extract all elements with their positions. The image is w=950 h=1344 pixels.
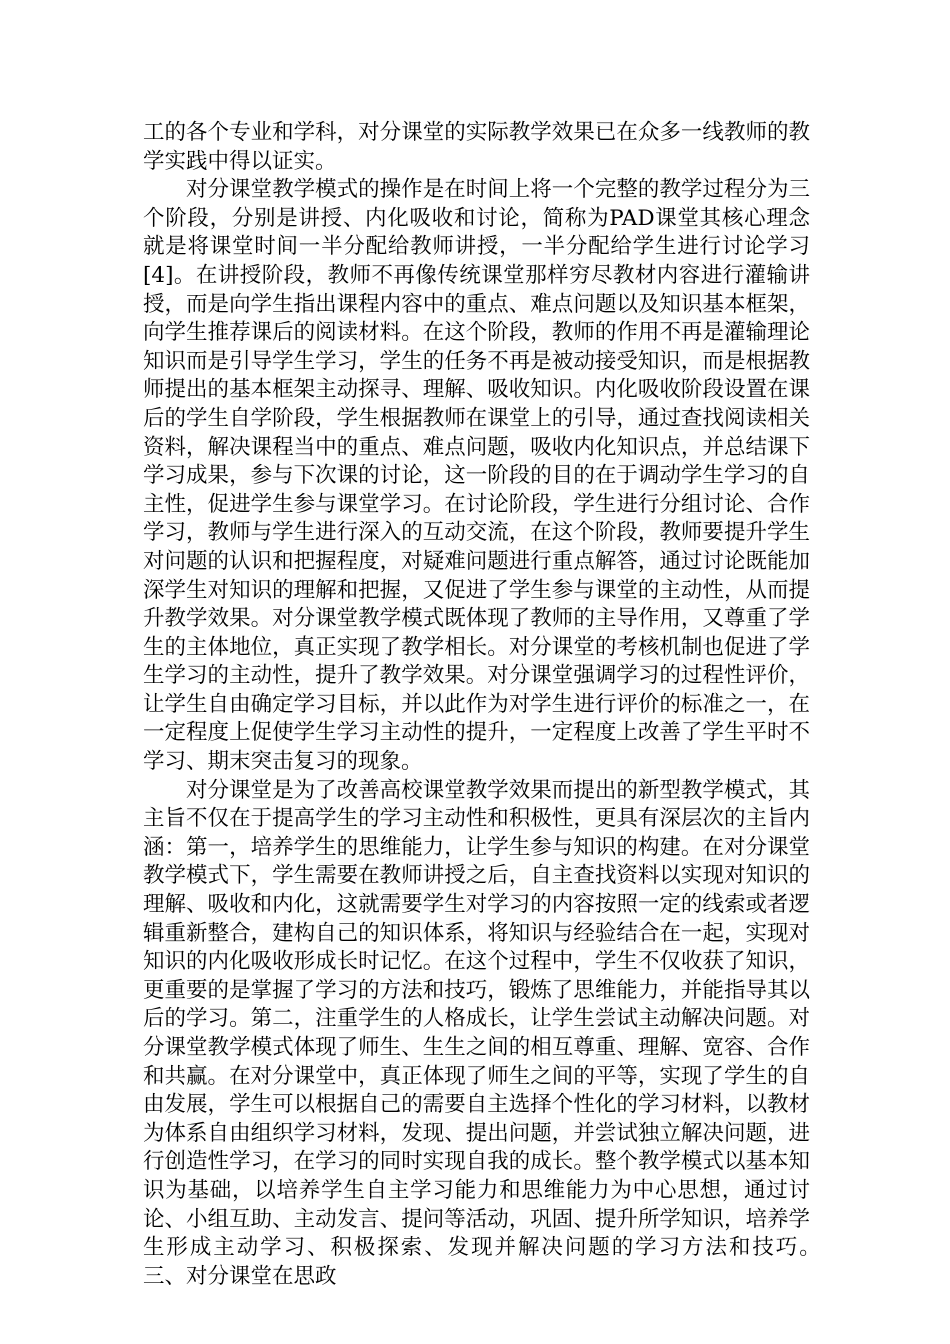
paragraph-model-purpose: 对分课堂是为了改善高校课堂教学效果而提出的新型教学模式，其主旨不仅在于提高学生的学习主动性和积极性，更具有深层次的主旨内涵：第一，培养学生的思维能力，让学生参与知识的构建。在对分课堂教学模式下，学生需要在教师讲授之后，自主查找资料以实现对知识的理解、吸收和内化，这就需要学生对学习的内容按照一定的线索或者逻辑重新整合，建构自己的知识体系，将知识与经验结合在一起，实现对知识的内化吸收形成长时记忆。在这个过程中，学生不仅收获了知识，更重要的是掌握了学习的方法和技巧，锻炼了思维能力，并能指导其以后的学习。第二，注重学生的人格成长，让学生尝试主动解决问题。对分课堂教学模式体现了师生、生生之间的相互尊重、理解、宽容、合作和共赢。在对分课堂中，真正体现了师生之间的平等，实现了学生的自由发展，学生可以根据自己的需要自主选择个性化的学习材料，以教材为体系自由组织学习材料，发现、提出问题，并尝试独立解决问题，进行创造性学习，在学习的同时实现自我的成长。整个教学模式以基本知识为基础，以培养学生自主学习能力和思维能力为中心思想，通过讨论、小组互助、主动发言、提问等活动，巩固、提升所学知识，培养学生形成主动学习、积极探索、发现并解决问题的学习方法和技巧。 三、对分课堂在思政	[143, 777, 897, 1289]
paragraph-pad-model: 对分课堂教学模式的操作是在时间上将一个完整的教学过程分为三个阶段，分别是讲授、内化吸收和讨论，简称为PAD课堂其核心理念就是将课堂时间一半分配给教师讲授，一半分配给学生进行讨论学习[4]。在讲授阶段，教师不再像传统课堂那样穷尽教材内容进行灌输讲授，而是向学生指出课程内容中的重点、难点问题以及知识基本框架，向学生推荐课后的阅读材料。在这个阶段，教师的作用不再是灌输理论知识而是引导学生学习，学生的任务不再是被动接受知识，而是根据教师提出的基本框架主动探寻、理解、吸收知识。内化吸收阶段设置在课后的学生自学阶段，学生根据教师在课堂上的引导，通过查找阅读相关资料，解决课程当中的重点、难点问题，吸收内化知识点，并总结课下学习成果，参与下次课的讨论，这一阶段的目的在于调动学生学习的自主性，促进学生参与课堂学习。在讨论阶段，学生进行分组讨论、合作学习，教师与学生进行深入的互动交流，在这个阶段，教师要提升学生对问题的认识和把握程度，对疑难问题进行重点解答，通过讨论既能加深学生对知识的理解和把握，又促进了学生参与课堂的主动性，从而提升教学效果。对分课堂教学模式既体现了教师的主导作用，又尊重了学生的主体地位，真正实现了教学相长。对分课堂的考核机制也促进了学生学习的主动性，提升了教学效果。对分课堂强调学习的过程性评价，让学生自由确定学习目标，并以此作为对学生进行评价的标准之一，在一定程度上促使学生学习主动性的提升，一定程度上改善了学生平时不学习、期末突击复习的现象。	[143, 177, 810, 775]
paragraph-continuation: 工的各个专业和学科，对分课堂的实际教学效果已在众多一线教师的教学实践中得以证实。	[143, 120, 810, 174]
document-body	[143, 119, 897, 1291]
